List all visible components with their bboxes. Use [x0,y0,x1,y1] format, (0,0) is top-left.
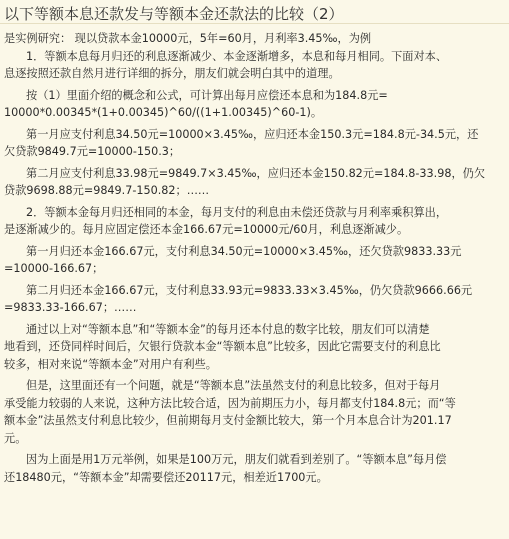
text-line: 较多，相对来说“等额本金”对用户有利些。 [4,357,217,371]
text-line: 承受能力较弱的人来说，这种方法比较合适，因为前期压力小，每月都支付184.8元；而“等 [4,396,456,410]
text-line: 1．等额本息每月归还的利息逐渐减少、本金逐渐增多，本息和每月相同。下面对本、 [26,49,448,63]
article-body [0,24,509,486]
text-line: 欠贷款9849.7元=10000-150.3； [4,145,181,158]
text-line: 第二月应支付利息33.98元=9849.7×3.45‰，应归还本金150.82元=184.8-33.98，仍欠 [26,166,486,180]
text-line: 第一月应支付利息34.50元=10000×3.45‰，应归还本金150.3元=184.8元-34.5元，还 [26,127,479,141]
text-line: 第一月归还本金166.67元，支付利息34.50元=10000×3.45‰，还欠贷款9833.33元 [26,244,462,258]
text-line: 是实例研究： 现以贷款本金10000元，5年=60月，月利率3.45‰，为例 [4,32,372,45]
text-line: =10000-166.67； [4,262,104,275]
page-title: 以下等额本息还款发与等额本金还款法的比较（2） [0,0,509,24]
text-line: 2．等额本金每月归还相同的本金，每月支付的利息由未偿还贷款与月利率乘积算出， [26,205,448,219]
text-line: 贷款9698.88元=9849.7-150.82；…… [4,184,210,197]
text-line: 但是，这里面还有一个问题，就是“等额本息”法虽然支付的利息比较多，但对于每月 [26,379,441,392]
text-line: 通过以上对“等额本息”和“等额本金”的每月还本付息的数字比较，朋友们可以清楚 [26,322,430,336]
text-line: 因为上面是用1万元举例，如果是100万元，朋友们就看到差别了。“等额本息”每月偿 [26,453,447,466]
text-line: 第二月归还本金166.67元，支付利息33.93元=9833.33×3.45‰，仍欠贷款9666.66元 [26,283,473,297]
text-line: =9833.33-166.67；…… [4,301,137,314]
text-line: 是逐渐减少的。每月应固定偿还本金166.67元=10000元/60月，利息逐渐减少。 [4,223,409,236]
text-line: 还18480元，“等额本金”却需要偿还20117元，相差近1700元。 [4,470,328,484]
text-line: 按（1）里面介绍的概念和公式，可计算出每月应偿还本息和为184.8元= [26,88,388,102]
text-line: 地看到，还贷同样时间后，欠银行贷款本金“等额本息”比较多，因此它需要支付的利息比 [4,340,441,353]
text-line: 额本金”法虽然支付利息比较少，但前期每月支付金额比较大，第一个月本息合计为201.17 [4,414,452,427]
text-line: 息逐按照还款自然月进行详细的拆分，朋友们就会明白其中的道理。 [4,67,340,80]
text-line: 元。 [4,431,27,445]
text-line: 10000*0.00345*(1+0.00345)^60/((1+1.00345)^60-1)。 [4,106,323,119]
